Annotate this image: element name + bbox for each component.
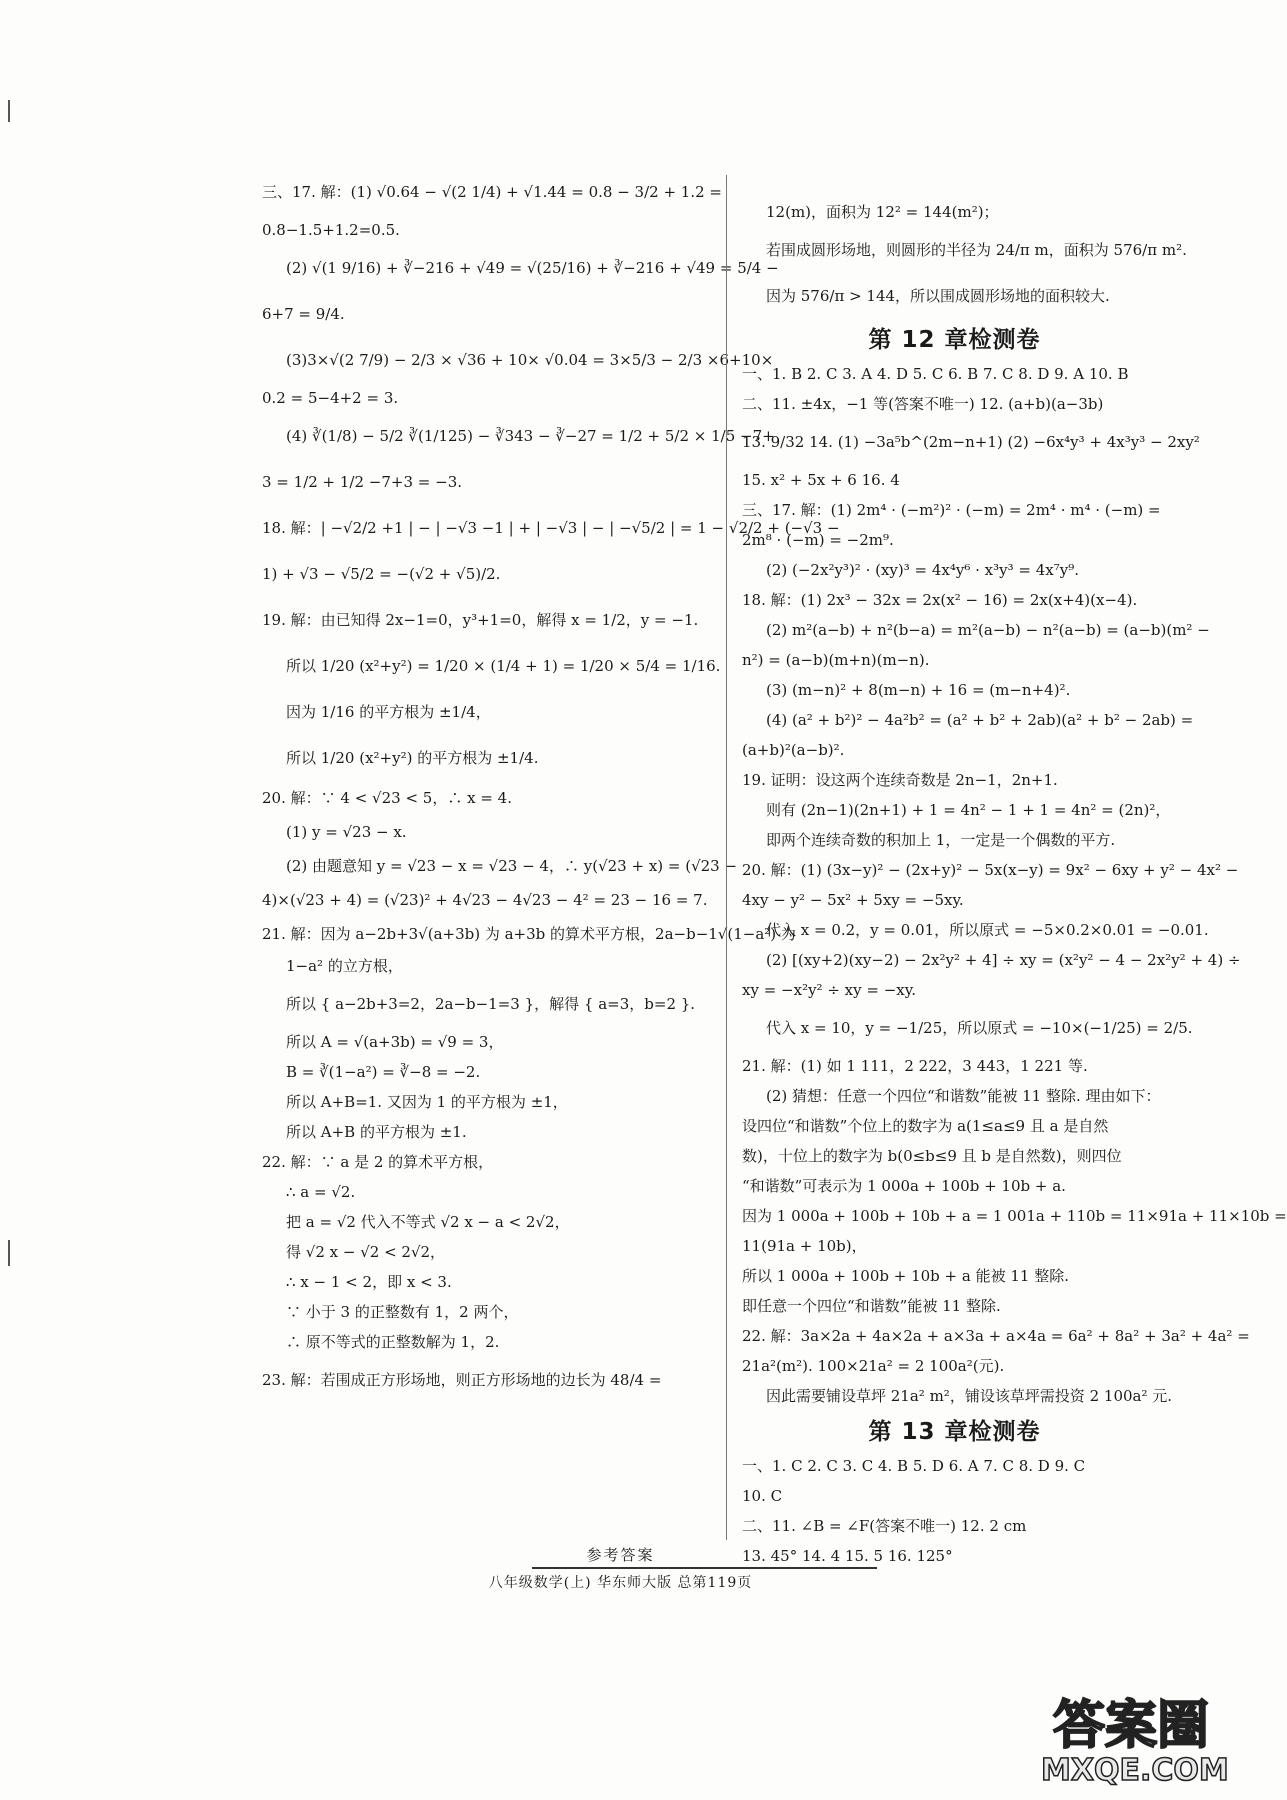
answer-line: 21. 解：因为 a−2b+3√(a+3b) 为 a+3b 的算术平方根，2a−b−1√(1−a²) 为 bbox=[262, 925, 796, 944]
answer-line: 三、17. 解：(1) √0.64 − √(2 1/4) + √1.44 = 0.8 − 3/2 + 1.2 = bbox=[262, 183, 722, 202]
answer-line: 20. 解：(1) (3x−y)² − (2x+y)² − 5x(x−y) = 9x² − 6xy + y² − 4x² − bbox=[742, 861, 1239, 880]
answer-line: 13. 45° 14. 4 15. 5 16. 125° bbox=[742, 1547, 953, 1566]
answer-line: (2) m²(a−b) + n²(b−a) = m²(a−b) − n²(a−b) = (a−b)(m² − bbox=[766, 621, 1210, 640]
answer-line: 把 a = √2 代入不等式 √2 x − a < 2√2， bbox=[286, 1213, 570, 1232]
answer-line: 因为 576/π > 144，所以围成圆形场地的面积较大. bbox=[766, 287, 1110, 306]
answer-line: 15. x² + 5x + 6 16. 4 bbox=[742, 471, 900, 490]
answer-line: (2) (−2x²y³)² · (xy)³ = 4x⁴y⁶ · x³y³ = 4x⁷y⁹. bbox=[766, 561, 1080, 580]
answer-line: 4xy − y² − 5x² + 5xy = −5xy. bbox=[742, 891, 964, 910]
answer-line: 3 = 1/2 + 1/2 −7+3 = −3. bbox=[262, 473, 463, 492]
answer-line: 20. 解：∵ 4 < √23 < 5，∴ x = 4. bbox=[262, 789, 512, 808]
answer-line: n²) = (a−b)(m+n)(m−n). bbox=[742, 651, 930, 670]
answer-line: (3) (m−n)² + 8(m−n) + 16 = (m−n+4)². bbox=[766, 681, 1071, 700]
chapter13-title: 第 13 章检测卷 bbox=[868, 1419, 1041, 1445]
answer-line: (a+b)²(a−b)². bbox=[742, 741, 845, 760]
answer-line: (3)3×√(2 7/9) − 2/3 × √36 + 10× √0.04 = 3×5/3 − 2/3 ×6+10× bbox=[286, 351, 774, 370]
footer-page-info: 八年级数学(上) 华东师大版 总第119页 bbox=[488, 1575, 753, 1591]
answer-line: 所以 { a−2b+3=2，2a−b−1=3 }，解得 { a=3，b=2 }. bbox=[286, 995, 696, 1014]
answer-line: 0.2 = 5−4+2 = 3. bbox=[262, 389, 399, 408]
answer-line: 代入 x = 10，y = −1/25，所以原式 = −10×(−1/25) = 2/5. bbox=[766, 1019, 1193, 1038]
answer-line: 1) + √3 − √5/2 = −(√2 + √5)/2. bbox=[262, 565, 501, 584]
q23-continuation bbox=[742, 198, 1187, 320]
answer-line: 因为 1/16 的平方根为 ±1/4， bbox=[286, 703, 491, 722]
right-column bbox=[742, 198, 1287, 1572]
answer-line: 所以 A = √(a+3b) = √9 = 3， bbox=[286, 1033, 504, 1052]
answer-line: ∵ 小于 3 的正整数有 1，2 两个， bbox=[286, 1303, 519, 1322]
scan-edge-mark bbox=[8, 1240, 10, 1266]
answer-line: 则有 (2n−1)(2n+1) + 1 = 4n² − 1 + 1 = 4n² = (2n)²， bbox=[766, 801, 1171, 820]
answer-line: 22. 解：3a×2a + 4a×2a + a×3a + a×4a = 6a² + 8a² + 3a² + 4a² = bbox=[742, 1327, 1250, 1346]
answer-line: 19. 证明：设这两个连续奇数是 2n−1，2n+1. bbox=[742, 771, 1058, 790]
answer-line: ∴ x − 1 < 2，即 x < 3. bbox=[286, 1273, 452, 1292]
answer-line: “和谐数”可表示为 1 000a + 100b + 10b + a. bbox=[742, 1177, 1066, 1196]
watermark-url: MXQE.COM bbox=[1041, 1753, 1229, 1788]
answer-line: 所以 1/20 (x²+y²) 的平方根为 ±1/4. bbox=[286, 749, 539, 768]
watermark-logo bbox=[1041, 1696, 1229, 1792]
answer-line: 所以 A+B 的平方根为 ±1. bbox=[286, 1123, 467, 1142]
answer-line: 二、11. ±4x，−1 等(答案不唯一) 12. (a+b)(a−3b) bbox=[742, 395, 1104, 414]
answer-line: (2) 猜想：任意一个四位“和谐数”能被 11 整除. 理由如下： bbox=[766, 1087, 1161, 1106]
answer-line: 21. 解：(1) 如 1 111，2 222，3 443，1 221 等. bbox=[742, 1057, 1088, 1076]
answer-line: 6+7 = 9/4. bbox=[262, 305, 345, 324]
answer-line: ∴ a = √2. bbox=[286, 1183, 356, 1202]
answer-line: 即两个连续奇数的积加上 1，一定是一个偶数的平方. bbox=[766, 831, 1116, 850]
answer-line: B = ∛(1−a²) = ∛−8 = −2. bbox=[286, 1063, 481, 1082]
answer-line: 得 √2 x − √2 < 2√2， bbox=[286, 1243, 446, 1262]
answer-line: 所以 1 000a + 100b + 10b + a 能被 11 整除. bbox=[742, 1267, 1069, 1286]
answer-line: 设四位“和谐数”个位上的数字为 a(1≤a≤9 且 a 是自然 bbox=[742, 1117, 1109, 1136]
answer-line: ∴ 原不等式的正整数解为 1，2. bbox=[286, 1333, 500, 1352]
footer-rule bbox=[532, 1567, 877, 1569]
watermark-logo-text: 答案圈 bbox=[1052, 1696, 1209, 1756]
answer-line: (2) 由题意知 y = √23 − x = √23 − 4，∴ y(√23 + x) = (√23 − bbox=[286, 857, 738, 876]
answer-line: 若围成圆形场地，则圆形的半径为 24/π m，面积为 576/π m². bbox=[766, 241, 1187, 260]
answer-line: 21a²(m²). 100×21a² = 2 100a²(元). bbox=[742, 1357, 1005, 1376]
answer-line: 因此需要铺设草坪 21a² m²，铺设该草坪需投资 2 100a² 元. bbox=[766, 1387, 1173, 1406]
answer-line: 22. 解：∵ a 是 2 的算术平方根， bbox=[262, 1153, 494, 1172]
answer-line: (4) ∛(1/8) − 5/2 ∛(1/125) − ∛343 − ∛−27 = 1/2 + 5/2 × 1/5 −7+ bbox=[286, 427, 775, 446]
answer-line: 1−a² 的立方根， bbox=[286, 957, 403, 976]
answer-line: 0.8−1.5+1.2=0.5. bbox=[262, 221, 400, 240]
answer-line: 数)，十位上的数字为 b(0≤b≤9 且 b 是自然数)，则四位 bbox=[742, 1147, 1122, 1166]
chapter12-answers bbox=[742, 360, 1287, 1412]
answer-line: 11(91a + 10b)， bbox=[742, 1237, 867, 1256]
answer-line: 一、1. C 2. C 3. C 4. B 5. D 6. A 7. C 8. D 9. C bbox=[742, 1457, 1086, 1476]
column-divider bbox=[726, 175, 727, 1540]
answer-line: 代入 x = 0.2，y = 0.01，所以原式 = −5×0.2×0.01 = −0.01. bbox=[766, 921, 1209, 940]
answer-line: (4) (a² + b²)² − 4a²b² = (a² + b² + 2ab)(a² + b² − 2ab) = bbox=[766, 711, 1194, 730]
answer-line: 所以 1/20 (x²+y²) = 1/20 × (1/4 + 1) = 1/20 × 5/4 = 1/16. bbox=[286, 657, 721, 676]
answer-line: 4)×(√23 + 4) = (√23)² + 4√23 − 4√23 − 4² = 23 − 16 = 7. bbox=[262, 891, 708, 910]
answer-line: 因为 1 000a + 100b + 10b + a = 1 001a + 110b = 11×91a + 11×10b = bbox=[742, 1207, 1287, 1226]
answer-line: 10. C bbox=[742, 1487, 783, 1506]
answer-line: 23. 解：若围成正方形场地，则正方形场地的边长为 48/4 = bbox=[262, 1371, 662, 1390]
answer-line: 13. 9/32 14. (1) −3a⁵b^(2m−n+1) (2) −6x⁴y³ + 4x³y³ − 2xy² bbox=[742, 433, 1200, 452]
footer-title: 参考答案 bbox=[586, 1546, 655, 1564]
answer-line: 18. 解：| −√2/2 +1 | − | −√3 −1 | + | −√3 | − | −√5/2 | = 1 − √2/2 + (−√3 − bbox=[262, 519, 840, 538]
scan-edge-mark bbox=[8, 100, 10, 122]
answer-line: (1) y = √23 − x. bbox=[286, 823, 407, 842]
answer-line: 三、17. 解：(1) 2m⁴ · (−m²)² · (−m) = 2m⁴ · m⁴ · (−m) = bbox=[742, 501, 1161, 520]
chapter12-title: 第 12 章检测卷 bbox=[868, 327, 1041, 353]
answer-line: 2m⁸ · (−m) = −2m⁹. bbox=[742, 531, 894, 550]
answer-line: 即任意一个四位“和谐数”能被 11 整除. bbox=[742, 1297, 1001, 1316]
answer-line: (2) √(1 9/16) + ∛−216 + √49 = √(25/16) + ∛−216 + √49 = 5/4 − bbox=[286, 259, 779, 278]
answer-line: 所以 A+B=1. 又因为 1 的平方根为 ±1， bbox=[286, 1093, 568, 1112]
answer-line: 一、1. B 2. C 3. A 4. D 5. C 6. B 7. C 8. D 9. A 10. B bbox=[742, 365, 1129, 384]
answer-line: xy = −x²y² ÷ xy = −xy. bbox=[742, 981, 916, 1000]
answer-line: (2) [(xy+2)(xy−2) − 2x²y² + 4] ÷ xy = (x²y² − 4 − 2x²y² + 4) ÷ bbox=[766, 951, 1241, 970]
answer-line: 12(m)，面积为 12² = 144(m²)； bbox=[766, 203, 999, 222]
answer-line: 18. 解：(1) 2x³ − 32x = 2x(x² − 16) = 2x(x+4)(x−4). bbox=[742, 591, 1138, 610]
answer-line: 19. 解：由已知得 2x−1=0，y³+1=0，解得 x = 1/2，y = −1. bbox=[262, 611, 699, 630]
answer-line: 二、11. ∠B = ∠F(答案不唯一) 12. 2 cm bbox=[742, 1517, 1027, 1536]
